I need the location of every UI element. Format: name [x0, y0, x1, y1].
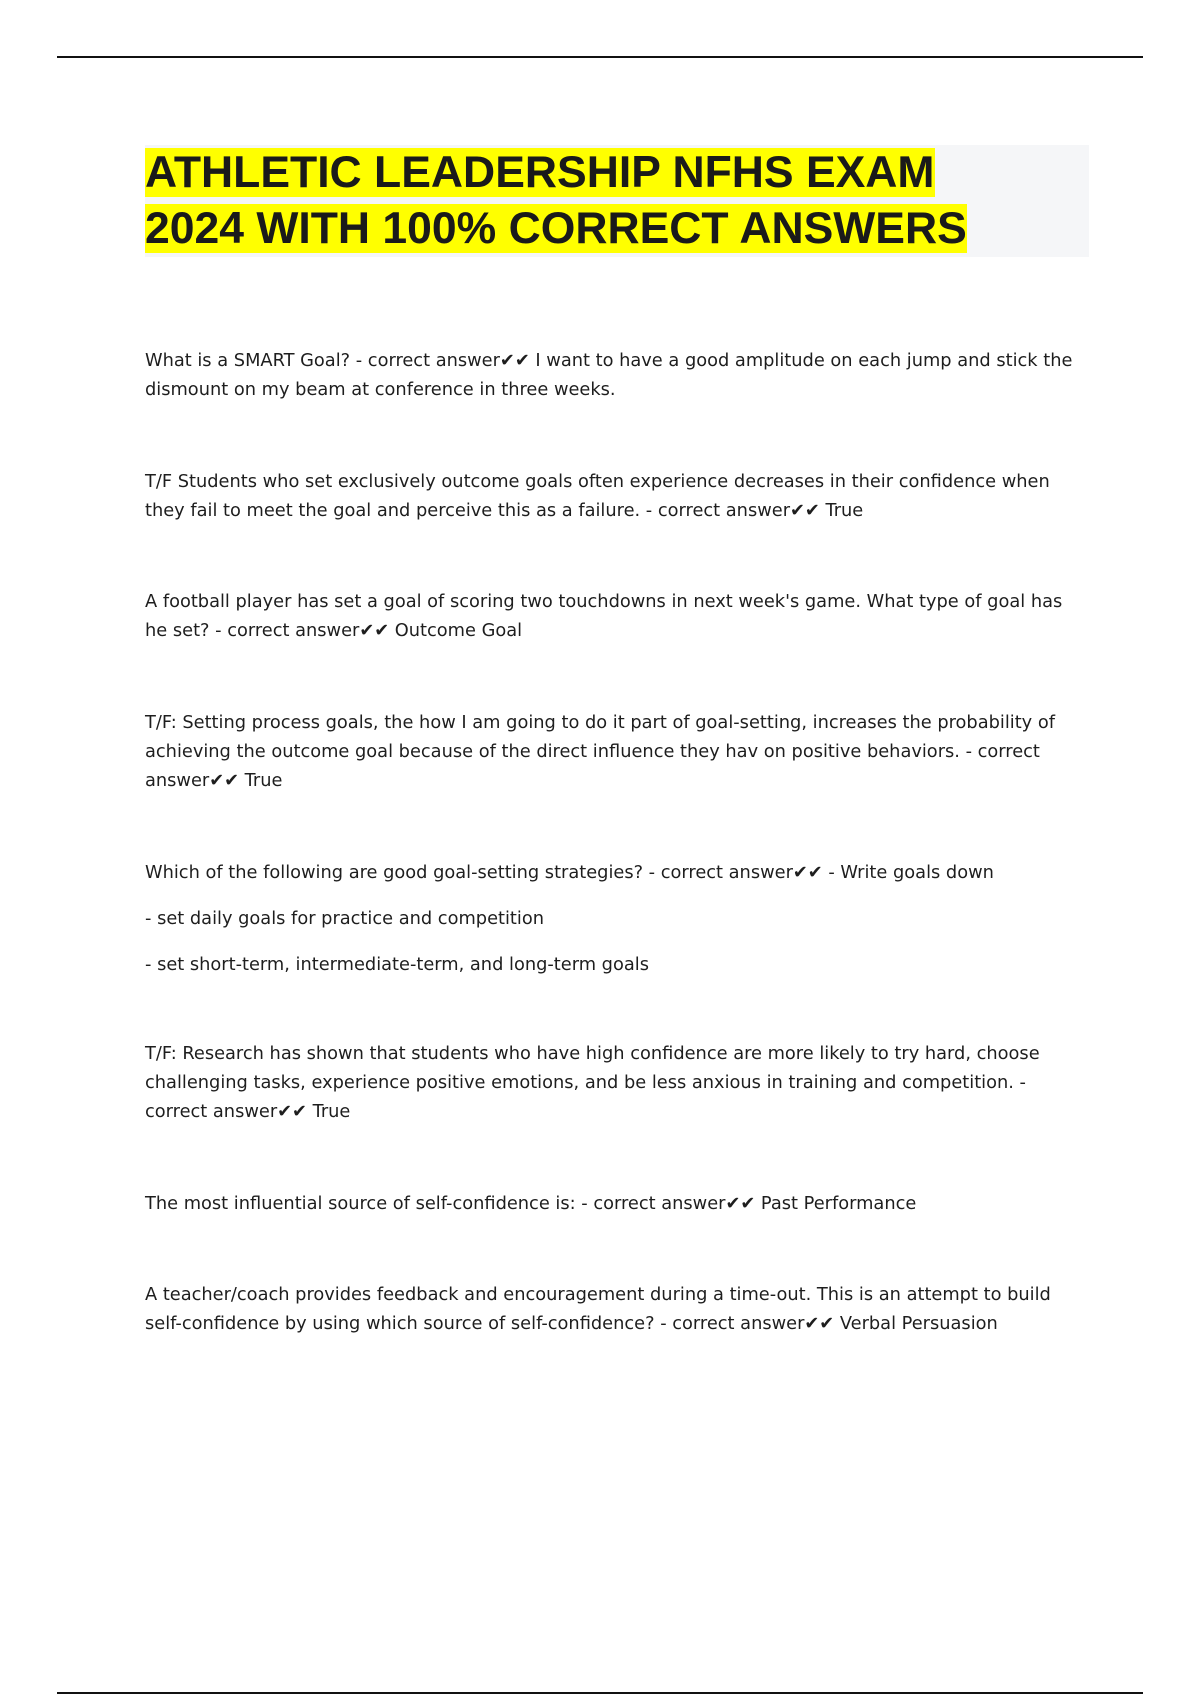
qa-item-5-line-1: Which of the following are good goal-setting strategies? - correct answer✔✔ - Write goals down	[145, 862, 994, 883]
qa-item-6-line-2: challenging tasks, experience positive emotions, and be less anxious in training and competition. -	[145, 1072, 1026, 1093]
qa-item-4	[145, 708, 1095, 795]
qa-item-1-line-2: dismount on my beam at conference in three weeks.	[145, 379, 616, 400]
qa-item-1-line-1: What is a SMART Goal? - correct answer✔✔ I want to have a good amplitude on each jump and stick the	[145, 350, 1073, 371]
qa-item-6-line-3: correct answer✔✔ True	[145, 1101, 351, 1122]
qa-item-6	[145, 1039, 1095, 1126]
qa-item-8	[145, 1280, 1095, 1338]
qa-item-5-bullet-2: - set short-term, intermediate-term, and long-term goals	[145, 954, 649, 975]
qa-item-5	[145, 858, 1095, 979]
qa-item-4-line-2: achieving the outcome goal because of the direct influence they hav on positive behaviors. - correct	[145, 741, 1040, 762]
qa-item-3-line-1: A football player has set a goal of scoring two touchdowns in next week's game. What type of goal has	[145, 591, 1063, 612]
qa-item-2-line-2: they fail to meet the goal and perceive this as a failure. - correct answer✔✔ True	[145, 500, 864, 521]
qa-item-5-bullet-1: - set daily goals for practice and competition	[145, 908, 544, 929]
qa-item-7-line-1: The most influential source of self-confidence is: - correct answer✔✔ Past Performance	[145, 1193, 917, 1214]
qa-item-1	[145, 346, 1095, 404]
title-block	[145, 145, 1089, 257]
qa-item-7	[145, 1189, 1095, 1218]
qa-item-3	[145, 587, 1095, 645]
qa-item-6-line-1: T/F: Research has shown that students who have high confidence are more likely to try hard, choose	[145, 1043, 1040, 1064]
title-line-2: 2024 WITH 100% CORRECT ANSWERS	[145, 204, 967, 253]
qa-item-3-line-2: he set? - correct answer✔✔ Outcome Goal	[145, 620, 523, 641]
qa-item-4-line-3: answer✔✔ True	[145, 770, 283, 791]
qa-item-2	[145, 467, 1095, 525]
qa-item-4-line-1: T/F: Setting process goals, the how I am going to do it part of goal-setting, increases the probability of	[145, 712, 1055, 733]
qa-item-8-line-1: A teacher/coach provides feedback and encouragement during a time-out. This is an attempt to build	[145, 1284, 1051, 1305]
qa-item-2-line-1: T/F Students who set exclusively outcome goals often experience decreases in their confidence when	[145, 471, 1050, 492]
top-rule	[57, 56, 1143, 58]
document-title	[145, 145, 1089, 257]
qa-item-8-line-2: self-confidence by using which source of self-confidence? - correct answer✔✔ Verbal Persuasion	[145, 1313, 998, 1334]
title-line-1: ATHLETIC LEADERSHIP NFHS EXAM	[145, 148, 935, 197]
bottom-rule	[57, 1692, 1143, 1694]
